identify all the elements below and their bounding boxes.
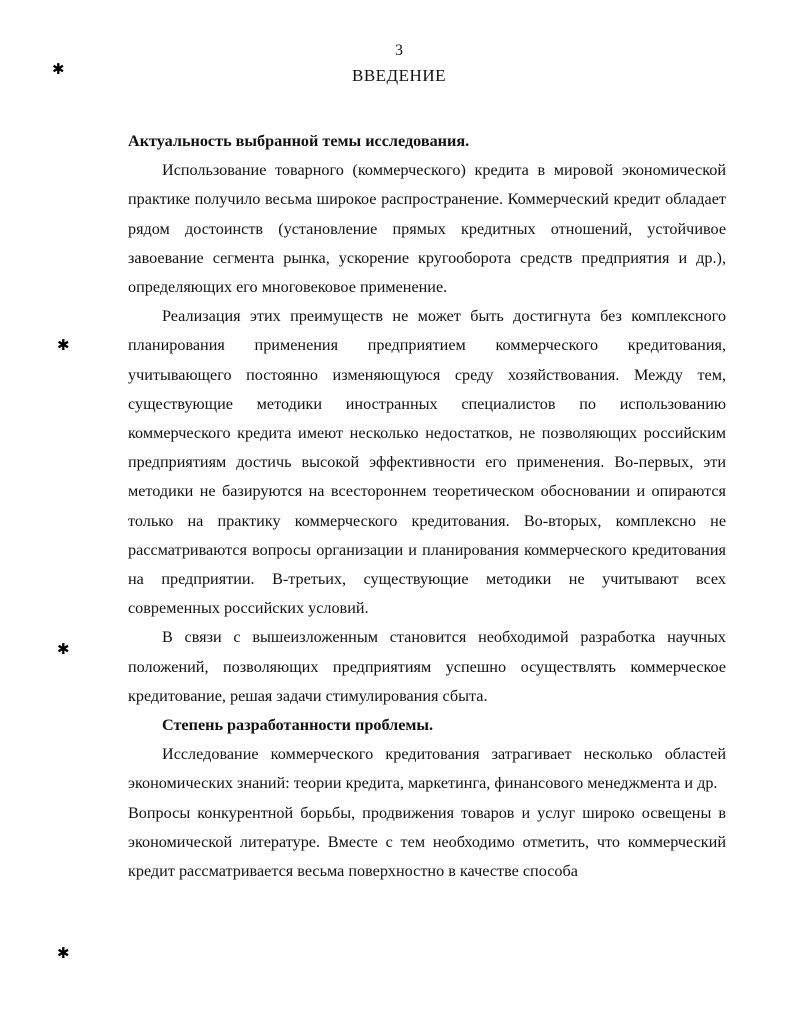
paragraph: Использование товарного (коммерческого) кредита в мировой экономической практике получило весьма широкое распространение. Коммерческий кредит обладает рядом достоинств (установление прямых кредитных отношений, устойчивое завоевание сегмента рынка, ускорение кругооборота средств предприятия и др.), определяющих его многовековое применение.	[128, 161, 726, 297]
relevance-heading: Актуальность выбранной темы исследования.	[128, 132, 470, 150]
page-title: ВВЕДЕНИЕ	[352, 66, 446, 85]
paragraph: Вопросы конкурентной борьбы, продвижения товаров и услуг широко освещены в экономической литературе. Вместе с тем необходимо отметить, что коммерческий кредит рассматривается весьма поверхностно в качестве способа	[128, 803, 726, 881]
paragraph: В связи с вышеизложенным становится необходимой разработка научных положений, позволяющих предприятиям успешно осуществлять коммерческое кредитование, решая задачи стимулирования сбыта.	[128, 628, 726, 705]
page-number: 3	[395, 42, 403, 59]
document-body	[128, 127, 726, 886]
binding-hole-icon: ✱	[57, 642, 70, 658]
binding-hole-icon: ✱	[52, 62, 65, 78]
binding-hole-icon: ✱	[57, 338, 70, 354]
development-heading: Степень разработанности проблемы.	[162, 716, 434, 735]
paragraph: Исследование коммерческого кредитования затрагивает несколько областей экономических знаний: теории кредита, маркетинга, финансового менеджмента и др.	[128, 745, 726, 793]
paragraph: Реализация этих преимуществ не может быть достигнута без комплексного планирования применения предприятием коммерческого кредитования, учитывающего постоянно изменяющуюся среду хозяйствования. Между тем, существующие методики иностранных специалистов по использованию коммерческого кредита имеют несколько недостатков, не позволяющих российским предприятиям достичь высокой эффективности его применения. Во-первых, эти методики не базируются на всестороннем теоретическом обосновании и опираются только на практику коммерческого кредитования. Во-вторых, комплексно не рассматриваются вопросы организации и планирования коммерческого кредитования на предприятии. В-третьих, существующие методики не учитывают всех современных российских условий.	[128, 307, 726, 618]
binding-hole-icon: ✱	[57, 946, 70, 962]
